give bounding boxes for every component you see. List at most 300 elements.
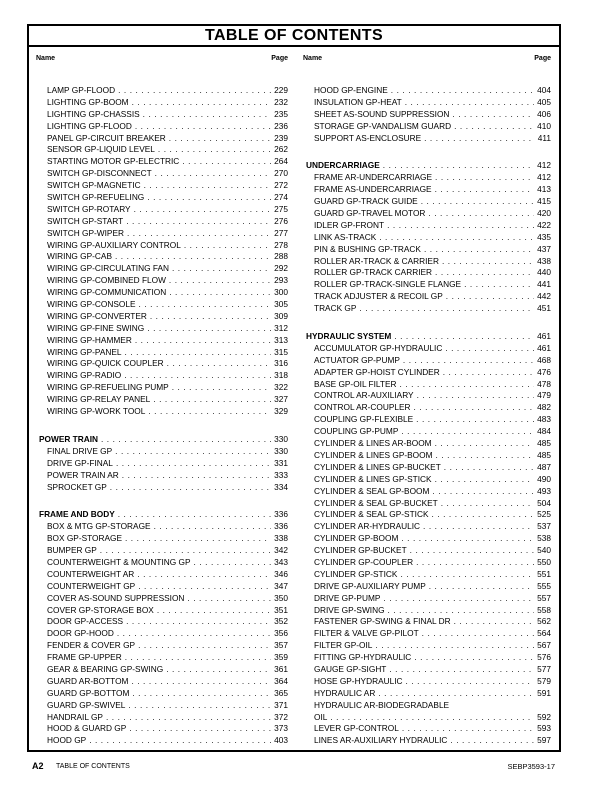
dot-leader bbox=[383, 160, 534, 172]
page-title: TABLE OF CONTENTS bbox=[29, 26, 559, 47]
dot-leader bbox=[143, 109, 271, 121]
dot-leader bbox=[443, 367, 534, 379]
toc-entry-page: 361 bbox=[274, 663, 288, 674]
toc-entry-page: 564 bbox=[537, 628, 551, 639]
toc-entry-name: DRIVE GP-SWING bbox=[314, 604, 385, 615]
dot-leader bbox=[454, 616, 534, 628]
toc-entry-name: BOX GP-STORAGE bbox=[47, 533, 122, 544]
toc-entry-name: WIRING GP-WORK TOOL bbox=[47, 406, 146, 417]
dot-leader bbox=[423, 521, 534, 533]
footer-title: TABLE OF CONTENTS bbox=[56, 763, 130, 770]
dot-leader bbox=[139, 299, 271, 311]
toc-entry bbox=[303, 390, 551, 402]
toc-entry-name: CYLINDER & SEAL GP-BUCKET bbox=[314, 497, 438, 508]
dot-leader bbox=[137, 569, 271, 581]
toc-entry bbox=[36, 616, 288, 628]
toc-entry-name: GUARD GP-BOTTOM bbox=[47, 687, 130, 698]
dot-leader bbox=[166, 664, 271, 676]
toc-entry bbox=[303, 581, 551, 593]
toc-entry bbox=[303, 133, 551, 145]
toc-entry bbox=[36, 251, 288, 263]
toc-entry bbox=[303, 438, 551, 450]
toc-entry-page: 292 bbox=[274, 263, 288, 274]
toc-entry-page: 478 bbox=[537, 378, 551, 389]
toc-entry-name: ROLLER AR-TRACK & CARRIER bbox=[314, 255, 439, 266]
toc-entry bbox=[303, 367, 551, 379]
toc-entry-name: SWITCH GP-DISCONNECT bbox=[47, 168, 152, 179]
toc-entry bbox=[303, 279, 551, 291]
toc-entry bbox=[36, 121, 288, 133]
toc-entry-name: DRIVE GP-PUMP bbox=[314, 592, 381, 603]
toc-entry-page: 229 bbox=[274, 85, 288, 95]
toc-entry bbox=[36, 581, 288, 593]
toc-entry-page: 482 bbox=[537, 402, 551, 413]
toc-entry-name: DOOR GP-ACCESS bbox=[47, 616, 124, 627]
toc-entry bbox=[303, 379, 551, 391]
toc-entry-page: 537 bbox=[537, 521, 551, 532]
toc-entry bbox=[36, 311, 288, 323]
toc-entry bbox=[303, 256, 551, 268]
toc-entry-name: CYLINDER AR-HYDRAULIC bbox=[314, 521, 421, 532]
toc-entry-page: 333 bbox=[274, 469, 288, 480]
column-header-right bbox=[303, 55, 551, 62]
toc-entry bbox=[303, 109, 551, 121]
toc-entry bbox=[303, 414, 551, 426]
toc-entry bbox=[36, 545, 288, 557]
toc-entry bbox=[36, 240, 288, 252]
dot-leader bbox=[154, 521, 271, 533]
dot-leader bbox=[432, 486, 534, 498]
dot-leader bbox=[187, 593, 271, 605]
toc-entry-page: 236 bbox=[274, 120, 288, 131]
dot-leader bbox=[169, 287, 271, 299]
toc-entry-name: CYLINDER & SEAL GP-BOOM bbox=[314, 485, 430, 496]
dot-leader bbox=[115, 446, 271, 458]
toc-entry bbox=[36, 628, 288, 640]
toc-entry-name: SUPPORT AS-ENCLOSURE bbox=[314, 132, 422, 143]
toc-entry-name: ADAPTER GP-HOIST CYLINDER bbox=[314, 366, 440, 377]
dot-leader bbox=[125, 652, 271, 664]
toc-entry-name: SWITCH GP-MAGNETIC bbox=[47, 180, 141, 191]
toc-entry-name: CYLINDER & LINES GP-BUCKET bbox=[314, 461, 441, 472]
toc-entry-name: PANEL GP-CIRCUIT BREAKER bbox=[47, 132, 166, 143]
toc-entry bbox=[303, 723, 551, 735]
toc-entry bbox=[303, 628, 551, 640]
toc-entry-page: 330 bbox=[274, 433, 288, 444]
dot-leader bbox=[116, 458, 271, 470]
toc-entry bbox=[36, 97, 288, 109]
toc-entry-name: COVER GP-STORAGE BOX bbox=[47, 604, 154, 615]
toc-entry-page: 403 bbox=[274, 735, 288, 746]
toc-entry-name: SPROCKET GP bbox=[47, 481, 107, 492]
toc-entry-name: HANDRAIL GP bbox=[47, 711, 103, 722]
dot-leader bbox=[383, 593, 534, 605]
toc-entry-page: 551 bbox=[537, 568, 551, 579]
toc-entry-name: ACTUATOR GP-PUMP bbox=[314, 354, 400, 365]
toc-entry-page: 540 bbox=[537, 545, 551, 556]
toc-entry bbox=[303, 355, 551, 367]
toc-rows-right bbox=[303, 85, 551, 747]
toc-entry-page: 352 bbox=[274, 616, 288, 627]
toc-entry bbox=[303, 196, 551, 208]
toc-entry-page: 322 bbox=[274, 382, 288, 393]
toc-entry-name: COVER AS-SOUND SUPPRESSION bbox=[47, 592, 185, 603]
toc-entry-name: WIRING GP-RADIO bbox=[47, 370, 122, 381]
dot-leader bbox=[89, 735, 271, 747]
toc-entry-page: 305 bbox=[274, 299, 288, 310]
toc-entry bbox=[303, 244, 551, 256]
toc-entry-page: 412 bbox=[537, 160, 551, 171]
toc-entry-page: 313 bbox=[274, 334, 288, 345]
toc-entry-name: WIRING GP-RELAY PANEL bbox=[47, 394, 151, 405]
toc-entry-page: 276 bbox=[274, 215, 288, 226]
toc-entry bbox=[303, 605, 551, 617]
toc-entry-name: GUARD GP-SWIVEL bbox=[47, 699, 126, 710]
toc-entry bbox=[36, 712, 288, 724]
toc-entry-name: BOX & MTG GP-STORAGE bbox=[47, 521, 151, 532]
toc-entry-name: SWITCH GP-REFUELING bbox=[47, 192, 145, 203]
toc-entry bbox=[36, 335, 288, 347]
toc-entry bbox=[303, 676, 551, 688]
toc-entry-name: HYDRAULIC SYSTEM bbox=[306, 331, 392, 342]
dot-leader bbox=[422, 628, 534, 640]
toc-entry-page: 330 bbox=[274, 445, 288, 456]
toc-entry-page: 356 bbox=[274, 628, 288, 639]
toc-entry bbox=[36, 228, 288, 240]
dot-leader bbox=[194, 557, 271, 569]
dot-leader bbox=[124, 370, 271, 382]
dot-leader bbox=[330, 712, 534, 724]
toc-entry-page: 334 bbox=[274, 481, 288, 492]
dot-leader bbox=[444, 462, 534, 474]
dot-leader bbox=[132, 688, 271, 700]
toc-entry bbox=[36, 569, 288, 581]
toc-entry bbox=[36, 85, 288, 97]
dot-leader bbox=[452, 109, 534, 121]
dot-leader bbox=[157, 605, 271, 617]
toc-entry-page: 411 bbox=[537, 132, 551, 143]
toc-gap bbox=[36, 418, 288, 434]
toc-entry-name: CYLINDER & LINES AR-BOOM bbox=[314, 438, 432, 449]
toc-entry-name: LAMP GP-FLOOD bbox=[47, 85, 116, 95]
toc-entry-page: 592 bbox=[537, 711, 551, 722]
toc-gap bbox=[36, 493, 288, 509]
toc-entry-page: 410 bbox=[537, 120, 551, 131]
toc-entry bbox=[303, 509, 551, 521]
toc-entry-page: 591 bbox=[537, 687, 551, 698]
toc-section-header bbox=[303, 160, 551, 172]
toc-entry-name: WIRING GP-CONVERTER bbox=[47, 310, 147, 321]
toc-entry bbox=[303, 593, 551, 605]
toc-entry-page: 293 bbox=[274, 275, 288, 286]
dot-leader bbox=[127, 228, 271, 240]
column-header-left bbox=[36, 55, 288, 62]
toc-gap bbox=[303, 315, 551, 331]
toc-entry-name: SWITCH GP-ROTARY bbox=[47, 203, 131, 214]
toc-entry-name: LIGHTING GP-CHASSIS bbox=[47, 108, 140, 119]
toc-box bbox=[27, 24, 561, 752]
toc-entry-page: 562 bbox=[537, 616, 551, 627]
dot-leader bbox=[172, 263, 271, 275]
name-column-label: Name bbox=[303, 55, 323, 62]
toc-entry-page: 336 bbox=[274, 521, 288, 532]
dot-leader bbox=[428, 208, 534, 220]
dot-leader bbox=[135, 121, 271, 133]
toc-entry-name: HOOD & GUARD GP bbox=[47, 723, 127, 734]
toc-entry-page: 538 bbox=[537, 533, 551, 544]
dot-leader bbox=[402, 723, 534, 735]
toc-entry-name: WIRING GP-COMMUNICATION bbox=[47, 287, 167, 298]
dot-leader bbox=[147, 323, 271, 335]
toc-entry-page: 504 bbox=[537, 497, 551, 508]
toc-entry-name: WIRING GP-CAB bbox=[47, 251, 112, 262]
toc-entry-page: 338 bbox=[274, 533, 288, 544]
dot-leader bbox=[125, 533, 271, 545]
dot-leader bbox=[144, 180, 271, 192]
toc-entry-page: 327 bbox=[274, 394, 288, 405]
toc-entry bbox=[303, 426, 551, 438]
toc-entry bbox=[36, 394, 288, 406]
toc-entry-page: 371 bbox=[274, 699, 288, 710]
toc-entry bbox=[36, 168, 288, 180]
dot-leader bbox=[132, 97, 271, 109]
toc-entry-name: FASTENER GP-SWING & FINAL DR bbox=[314, 616, 451, 627]
toc-entry-page: 318 bbox=[274, 370, 288, 381]
toc-entry-page: 264 bbox=[274, 156, 288, 167]
dot-leader bbox=[184, 240, 271, 252]
dot-leader bbox=[435, 267, 534, 279]
toc-entry bbox=[36, 446, 288, 458]
toc-entry-page: 557 bbox=[537, 592, 551, 603]
toc-entry bbox=[36, 406, 288, 418]
toc-entry bbox=[303, 545, 551, 557]
toc-entry-name: LEVER GP-CONTROL bbox=[314, 723, 399, 734]
toc-entry-name: HYDRAULIC AR bbox=[314, 687, 376, 698]
toc-entry bbox=[303, 652, 551, 664]
toc-entry-name: WIRING GP-FINE SWING bbox=[47, 322, 145, 333]
toc-entry-name: FILTER GP-OIL bbox=[314, 640, 373, 651]
toc-entry bbox=[303, 486, 551, 498]
toc-entry-page: 440 bbox=[537, 267, 551, 278]
toc-entry-page: 420 bbox=[537, 208, 551, 219]
toc-entry bbox=[303, 688, 551, 700]
toc-entry-page: 437 bbox=[537, 243, 551, 254]
toc-entry bbox=[303, 291, 551, 303]
toc-entry-page: 468 bbox=[537, 354, 551, 365]
toc-entry-page: 232 bbox=[274, 96, 288, 107]
toc-entry-name: FENDER & COVER GP bbox=[47, 640, 136, 651]
toc-entry-page: 270 bbox=[274, 168, 288, 179]
toc-entry-name: FITTING GP-HYDRAULIC bbox=[314, 652, 412, 663]
dot-leader bbox=[436, 450, 535, 462]
toc-entry bbox=[303, 267, 551, 279]
toc-entry-page: 372 bbox=[274, 711, 288, 722]
toc-section-header bbox=[303, 331, 551, 343]
toc-entry-page: 476 bbox=[537, 366, 551, 377]
toc-entry bbox=[36, 664, 288, 676]
dot-leader bbox=[110, 482, 271, 494]
toc-entry-page: 485 bbox=[537, 449, 551, 460]
toc-entry-name: WIRING GP-PANEL bbox=[47, 346, 122, 357]
toc-entry bbox=[36, 533, 288, 545]
dot-leader bbox=[378, 688, 534, 700]
toc-entry-page: 278 bbox=[274, 239, 288, 250]
toc-entry-page: 277 bbox=[274, 227, 288, 238]
dot-leader bbox=[101, 434, 271, 446]
dot-leader bbox=[172, 382, 271, 394]
toc-entry-page: 275 bbox=[274, 203, 288, 214]
dot-leader bbox=[134, 204, 271, 216]
toc-entry-name: COUPLING GP-PUMP bbox=[314, 426, 399, 437]
toc-column-right bbox=[303, 47, 551, 750]
toc-entry-name: WIRING GP-REFUELING PUMP bbox=[47, 382, 169, 393]
toc-entry-page: 461 bbox=[537, 331, 551, 342]
toc-entry-page: 346 bbox=[274, 568, 288, 579]
toc-entry-name: WIRING GP-AUXILIARY CONTROL bbox=[47, 239, 181, 250]
dot-leader bbox=[126, 616, 271, 628]
dot-leader bbox=[387, 220, 534, 232]
toc-entry-name: DOOR GP-HOOD bbox=[47, 628, 114, 639]
toc-entry-name: COUNTERWEIGHT GP bbox=[47, 580, 136, 591]
dot-leader bbox=[138, 581, 271, 593]
dot-leader bbox=[128, 700, 271, 712]
toc-entry-name: LINK AS-TRACK bbox=[314, 231, 377, 242]
dot-leader bbox=[403, 355, 534, 367]
toc-entry-page: 365 bbox=[274, 687, 288, 698]
toc-entry bbox=[303, 557, 551, 569]
toc-entry bbox=[36, 688, 288, 700]
toc-entry-page: 525 bbox=[537, 509, 551, 520]
dot-leader bbox=[454, 121, 534, 133]
toc-entry-page: 239 bbox=[274, 132, 288, 143]
dot-leader bbox=[424, 133, 534, 145]
dot-leader bbox=[129, 723, 271, 735]
toc-entry-name: TRACK GP bbox=[314, 303, 357, 314]
toc-entry-name: SWITCH GP-WIPER bbox=[47, 227, 124, 238]
dot-leader bbox=[435, 474, 534, 486]
dot-leader bbox=[416, 557, 534, 569]
dot-leader bbox=[429, 581, 534, 593]
dot-leader bbox=[394, 331, 534, 343]
toc-entry bbox=[303, 232, 551, 244]
dot-leader bbox=[446, 291, 534, 303]
toc-entry-name: LINES AR-AUXILIARY HYDRAULIC bbox=[314, 735, 448, 746]
toc-entry bbox=[36, 723, 288, 735]
toc-entry-name: BASE GP-OIL FILTER bbox=[314, 378, 397, 389]
dot-leader bbox=[122, 470, 271, 482]
toc-entry-name: PIN & BUSHING GP-TRACK bbox=[314, 243, 421, 254]
toc-entry bbox=[36, 109, 288, 121]
toc-entry bbox=[36, 275, 288, 287]
toc-entry-page: 597 bbox=[537, 735, 551, 746]
toc-entry-page: 343 bbox=[274, 556, 288, 567]
toc-entry bbox=[36, 652, 288, 664]
toc-entry-name: HYDRAULIC AR-BIODEGRADABLE bbox=[314, 699, 450, 710]
toc-entry-page: 357 bbox=[274, 640, 288, 651]
toc-content bbox=[29, 47, 559, 750]
dot-leader bbox=[150, 311, 271, 323]
toc-entry-name: CONTROL AR-AUXILIARY bbox=[314, 390, 414, 401]
dot-leader bbox=[125, 347, 271, 359]
toc-entry bbox=[36, 676, 288, 688]
toc-entry-name: POWER TRAIN AR bbox=[47, 469, 119, 480]
toc-entry bbox=[36, 263, 288, 275]
toc-entry-page: 351 bbox=[274, 604, 288, 615]
toc-entry-page: 461 bbox=[537, 342, 551, 353]
dot-leader bbox=[169, 275, 271, 287]
toc-entry-name: WIRING GP-CIRCULATING FAN bbox=[47, 263, 169, 274]
toc-entry bbox=[36, 323, 288, 335]
dot-leader bbox=[389, 664, 534, 676]
toc-entry bbox=[303, 735, 551, 747]
toc-entry-name: CYLINDER & LINES GP-BOOM bbox=[314, 449, 433, 460]
toc-entry bbox=[303, 521, 551, 533]
toc-entry-page: 579 bbox=[537, 675, 551, 686]
toc-entry-page: 309 bbox=[274, 310, 288, 321]
dot-leader bbox=[450, 735, 534, 747]
toc-entry-name: WIRING GP-CONSOLE bbox=[47, 299, 136, 310]
dot-leader bbox=[131, 676, 271, 688]
dot-leader bbox=[118, 85, 271, 97]
toc-entry bbox=[303, 97, 551, 109]
toc-entry-page: 405 bbox=[537, 96, 551, 107]
dot-leader bbox=[167, 358, 271, 370]
dot-leader bbox=[414, 402, 534, 414]
toc-entry-name: WIRING GP-QUICK COUPLER bbox=[47, 358, 164, 369]
toc-entry-page: 300 bbox=[274, 287, 288, 298]
dot-leader bbox=[117, 628, 271, 640]
toc-rows-left bbox=[36, 85, 288, 747]
dot-leader bbox=[421, 196, 534, 208]
toc-entry-name: STORAGE GP-VANDALISM GUARD bbox=[314, 120, 452, 131]
toc-entry bbox=[303, 474, 551, 486]
toc-entry bbox=[303, 402, 551, 414]
toc-entry bbox=[303, 498, 551, 510]
dot-leader bbox=[388, 605, 534, 617]
toc-entry bbox=[36, 347, 288, 359]
toc-entry-name: FINAL DRIVE GP bbox=[47, 445, 113, 456]
toc-entry-page: 274 bbox=[274, 192, 288, 203]
toc-entry-name: ACCUMULATOR GP-HYDRAULIC bbox=[314, 342, 443, 353]
toc-entry-name: FRAME AND BODY bbox=[39, 509, 115, 520]
toc-entry-name: OIL bbox=[314, 711, 328, 722]
toc-entry-page: 555 bbox=[537, 580, 551, 591]
dot-leader bbox=[424, 244, 534, 256]
toc-entry-page: 364 bbox=[274, 675, 288, 686]
toc-entry bbox=[36, 156, 288, 168]
toc-entry bbox=[303, 533, 551, 545]
toc-entry-name: FRAME GP-UPPER bbox=[47, 652, 122, 663]
toc-entry bbox=[36, 370, 288, 382]
toc-entry bbox=[36, 458, 288, 470]
name-column-label: Name bbox=[36, 55, 56, 62]
toc-entry bbox=[36, 204, 288, 216]
toc-entry bbox=[36, 287, 288, 299]
toc-entry-name: GUARD AR-BOTTOM bbox=[47, 675, 129, 686]
toc-entry-page: 415 bbox=[537, 196, 551, 207]
toc-entry-name: COUPLING GP-FLEXIBLE bbox=[314, 414, 414, 425]
toc-entry-page: 312 bbox=[274, 322, 288, 333]
toc-entry bbox=[303, 208, 551, 220]
toc-entry-page: 413 bbox=[537, 184, 551, 195]
dot-leader bbox=[406, 676, 534, 688]
toc-entry-name: DRIVE GP-FINAL bbox=[47, 457, 113, 468]
toc-entry-name: TRACK ADJUSTER & RECOIL GP bbox=[314, 291, 443, 302]
dot-leader bbox=[169, 133, 271, 145]
toc-entry-page: 558 bbox=[537, 604, 551, 615]
toc-entry bbox=[303, 121, 551, 133]
toc-entry-name: CYLINDER & SEAL GP-STICK bbox=[314, 509, 429, 520]
